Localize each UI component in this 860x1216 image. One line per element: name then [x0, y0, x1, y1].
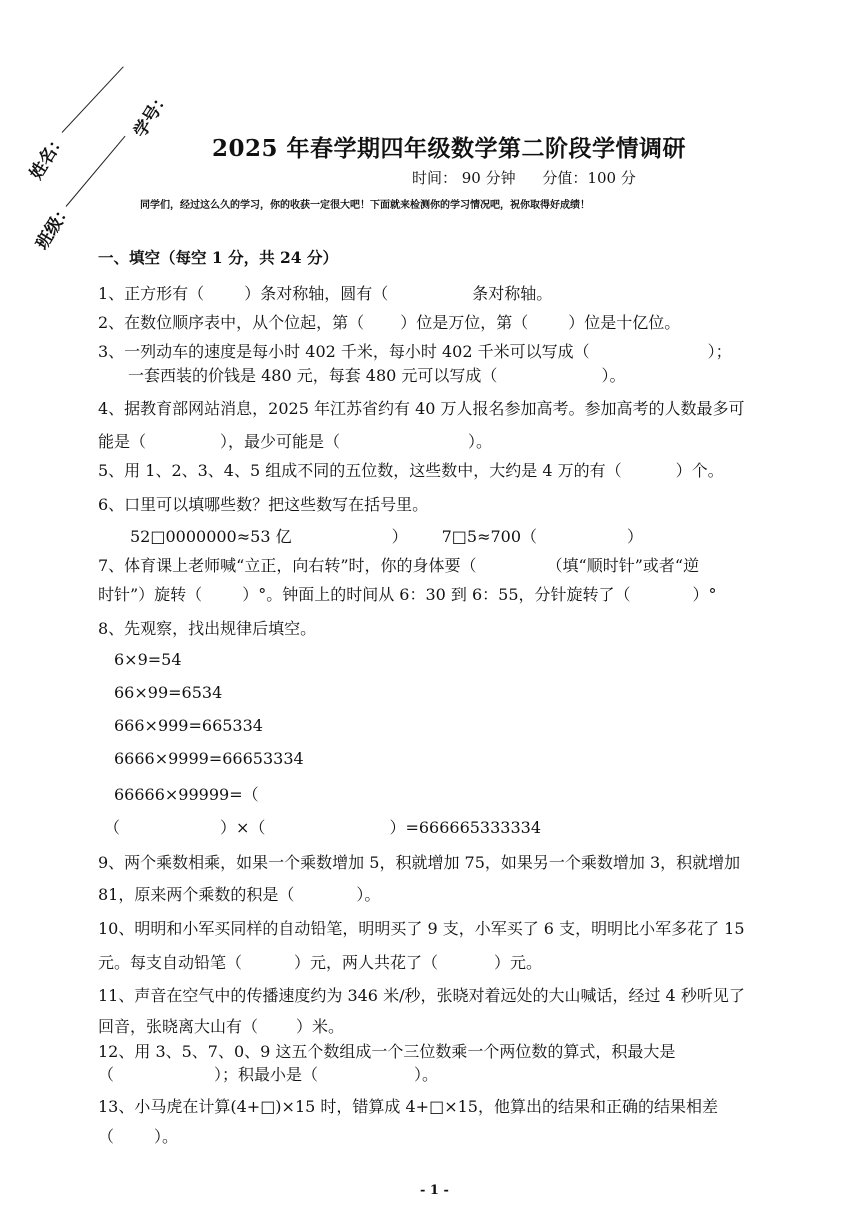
q9-text: 9、两个乘数相乘，如果一个乘数增加 5，积就增加 75，如果另一个乘数增加 3，积就增加	[98, 853, 741, 872]
q8-pattern-1: 6×9=54	[114, 650, 182, 669]
q8-pattern-5: 66666×99999=（	[114, 785, 259, 804]
question-12	[98, 1039, 675, 1062]
exam-time: 时间： 90 分钟	[412, 169, 516, 187]
q12-text: 12、用 3、5、7、0、9 这五个数组成一个三位数乘一个两位数的算式，积最大是	[98, 1042, 676, 1061]
intro-text: 同学们，经过这么久的学习，你的收获一定很大吧！下面就来检测你的学习情况吧，祝你取得好成绩！	[140, 200, 590, 211]
q1-text: 1、正方形有（	[98, 284, 205, 303]
question-13-cont	[98, 1124, 178, 1147]
q5-text: ）个。	[675, 461, 724, 480]
q6-item: ）	[391, 527, 408, 546]
q8-pattern-3: 666×999=665334	[114, 716, 263, 735]
q7-text: ）°。钟面上的时间从 6：30 到 6：55，分针旋转了（	[242, 585, 631, 604]
question-9-cont	[98, 882, 380, 905]
q12-text: ）。	[414, 1065, 439, 1084]
q7-text: ）°	[692, 585, 717, 604]
q7-text: 时针”）旋转（	[98, 585, 203, 604]
question-4-cont	[98, 429, 492, 452]
q4-text: 4、据教育部网站消息，2025 年江苏省约有 40 万人报名参加高考。参加高考的人数最多可	[98, 399, 745, 418]
question-6	[98, 492, 428, 515]
side-label-class: 班级：	[32, 199, 77, 254]
question-11	[98, 983, 745, 1006]
question-8	[98, 616, 316, 639]
q8-text: ）×（	[220, 818, 266, 837]
q6-item: 7□5≈700（	[441, 527, 538, 546]
q3-text: 一套西装的价钱是 480 元，每套 480 元可以写成（	[128, 366, 498, 385]
q4-text: ）。	[468, 432, 493, 451]
question-9	[98, 850, 740, 873]
q13-text: （	[98, 1127, 115, 1146]
q8-pattern-2: 66×99=6534	[114, 683, 223, 702]
section-title: 一、填空（每空 1 分，共 24 分）	[98, 248, 338, 267]
question-13	[98, 1094, 718, 1117]
q9-text: ）。	[356, 885, 381, 904]
q11-text: 回音，张晓离大山有（	[98, 1017, 259, 1036]
q1-text: ）条对称轴，圆有（	[244, 284, 389, 303]
name-write-line	[62, 66, 124, 133]
q6-item: ）	[627, 527, 644, 546]
question-7	[98, 553, 699, 576]
q8-pattern-4: 6666×9999=66653334	[114, 749, 304, 768]
exam-meta	[412, 167, 658, 188]
q12-text: （	[98, 1065, 115, 1084]
q10-text: 10、明明和小军买同样的自动铅笔，明明买了 9 支，小军买了 6 支，明明比小军多花了 15	[98, 919, 745, 938]
page-number: - 1 -	[420, 1183, 449, 1198]
q6-item: 52□0000000≈53 亿	[130, 527, 292, 546]
q8-text: （	[104, 818, 121, 837]
exam-score: 分值：100 分	[542, 169, 636, 187]
question-12-cont	[98, 1062, 438, 1085]
class-write-line	[66, 136, 126, 207]
question-11-cont	[98, 1014, 344, 1037]
q8-pattern-6	[104, 815, 541, 838]
q1-text: 条对称轴。	[472, 284, 553, 303]
q12-text: ）；积最小是（	[214, 1065, 319, 1084]
q4-text: 能是（	[98, 432, 147, 451]
question-10	[98, 916, 745, 939]
side-label-number: 学号：	[130, 87, 175, 142]
question-10-cont	[98, 950, 542, 973]
q7-text: （填“顺时针”或者“逆	[546, 556, 700, 575]
question-4	[98, 396, 745, 419]
q3-text: ）。	[601, 366, 626, 385]
page-title: 2025 年春学期四年级数学第二阶段学情调研	[212, 135, 687, 162]
q2-text: 2、在数位顺序表中，从个位起，第（	[98, 313, 365, 332]
q3-text: 3、一列动车的速度是每小时 402 千米，每小时 402 千米可以写成（	[98, 342, 590, 361]
question-5	[98, 458, 724, 481]
q3-text: ）；	[707, 342, 732, 361]
q8-text: 8、先观察，找出规律后填空。	[98, 619, 317, 638]
q8-text: ）=666665333334	[389, 818, 542, 837]
question-7-cont	[98, 582, 717, 605]
q2-text: ）位是万位，第（	[400, 313, 529, 332]
q5-text: 5、用 1、2、3、4、5 组成不同的五位数，这些数中，大约是 4 万的有（	[98, 461, 622, 480]
question-2	[98, 310, 680, 333]
question-1	[98, 281, 552, 304]
question-3-cont	[128, 363, 625, 386]
q11-text: ）米。	[296, 1017, 345, 1036]
q10-text: ）元，两人共花了（	[294, 953, 439, 972]
q10-text: 元。每支自动铅笔（	[98, 953, 243, 972]
q7-text: 7、体育课上老师喊“立正，向右转”时，你的身体要（	[98, 556, 477, 575]
q9-text: 81，原来两个乘数的积是（	[98, 885, 295, 904]
q13-text: ）。	[154, 1127, 179, 1146]
q4-text: ），最少可能是（	[220, 432, 341, 451]
q13-text: 13、小马虎在计算(4+□)×15 时，错算成 4+□×15，他算出的结果和正确的结果相差	[98, 1097, 718, 1116]
q2-text: ）位是十亿位。	[568, 313, 681, 332]
question-6-items	[130, 524, 643, 547]
q10-text: ）元。	[494, 953, 543, 972]
side-label-name: 姓名：	[26, 129, 71, 184]
q6-text: 6、口里可以填哪些数？把这些数写在括号里。	[98, 495, 429, 514]
q11-text: 11、声音在空气中的传播速度约为 346 米/秒，张晓对着远处的大山喊话，经过 4 秒听见了	[98, 986, 745, 1005]
question-3	[98, 339, 732, 362]
